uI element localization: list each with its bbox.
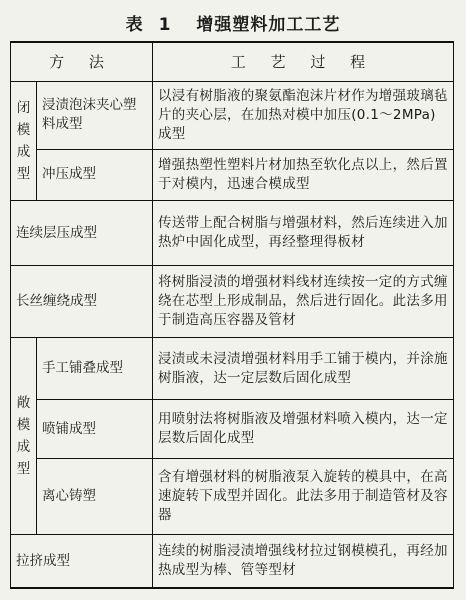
table-row — [11, 82, 454, 150]
title-prefix: 表 — [125, 15, 144, 35]
open-mold-group-label: 敞 模 成 型 — [11, 338, 37, 535]
process-description: 连续的树脂浸渍增强线材拉过钢模模孔，再经加热成型为棒、管等型材 — [153, 535, 454, 588]
table-row — [11, 266, 454, 338]
method-name: 拉挤成型 — [11, 535, 153, 588]
method-name: 喷铺成型 — [37, 399, 153, 458]
table-row — [11, 399, 454, 458]
title-number: 1 — [158, 15, 172, 35]
process-description: 含有增强材料的树脂液泵入旋转的模具中，在高速旋转下成型并固化。此法多用于制造管材及容器 — [153, 459, 454, 535]
header-row — [11, 42, 454, 82]
title-text: 增强塑料加工工艺 — [196, 15, 341, 35]
method-name: 浸渍泡沫夹心塑料成型 — [37, 82, 153, 150]
process-description: 将树脂浸渍的增强材料线材连续按一定的方式缠绕在芯型上形成制品，然后进行固化。此法多用于制造高压容器及管材 — [153, 266, 454, 338]
header-process: 工 艺 过 程 — [153, 42, 454, 82]
table-row — [11, 338, 454, 399]
process-description: 以浸有树脂液的聚氨酯泡沫片材作为增强玻璃毡片的夹心层，在加热对模中加压(0.1～2MPa)成型 — [153, 82, 454, 150]
process-description: 用喷射法将树脂液及增强材料喷入模内，达一定层数后固化成型 — [153, 399, 454, 458]
table-title — [0, 10, 466, 35]
table-row — [11, 149, 454, 200]
method-name: 长丝缠绕成型 — [11, 266, 153, 338]
method-name: 手工铺叠成型 — [37, 338, 153, 399]
process-table — [10, 41, 454, 589]
method-name: 连续层压成型 — [11, 200, 153, 266]
process-description: 传送带上配合树脂与增强材料，然后连续进入加热炉中固化成型，再经整理得板材 — [153, 200, 454, 266]
header-method: 方 法 — [11, 42, 153, 82]
table-row — [11, 200, 454, 266]
process-description: 增强热塑性塑料片材加热至软化点以上，然后置于对模内，迅速合模成型 — [153, 149, 454, 200]
closed-mold-group-label: 闭 模 成 型 — [11, 82, 37, 201]
method-name: 冲压成型 — [37, 149, 153, 200]
method-name: 离心铸塑 — [37, 459, 153, 535]
table-row — [11, 459, 454, 535]
table-row — [11, 535, 454, 588]
process-description: 浸渍或未浸渍增强材料用手工铺于模内，并涂施树脂液，达一定层数后固化成型 — [153, 338, 454, 399]
